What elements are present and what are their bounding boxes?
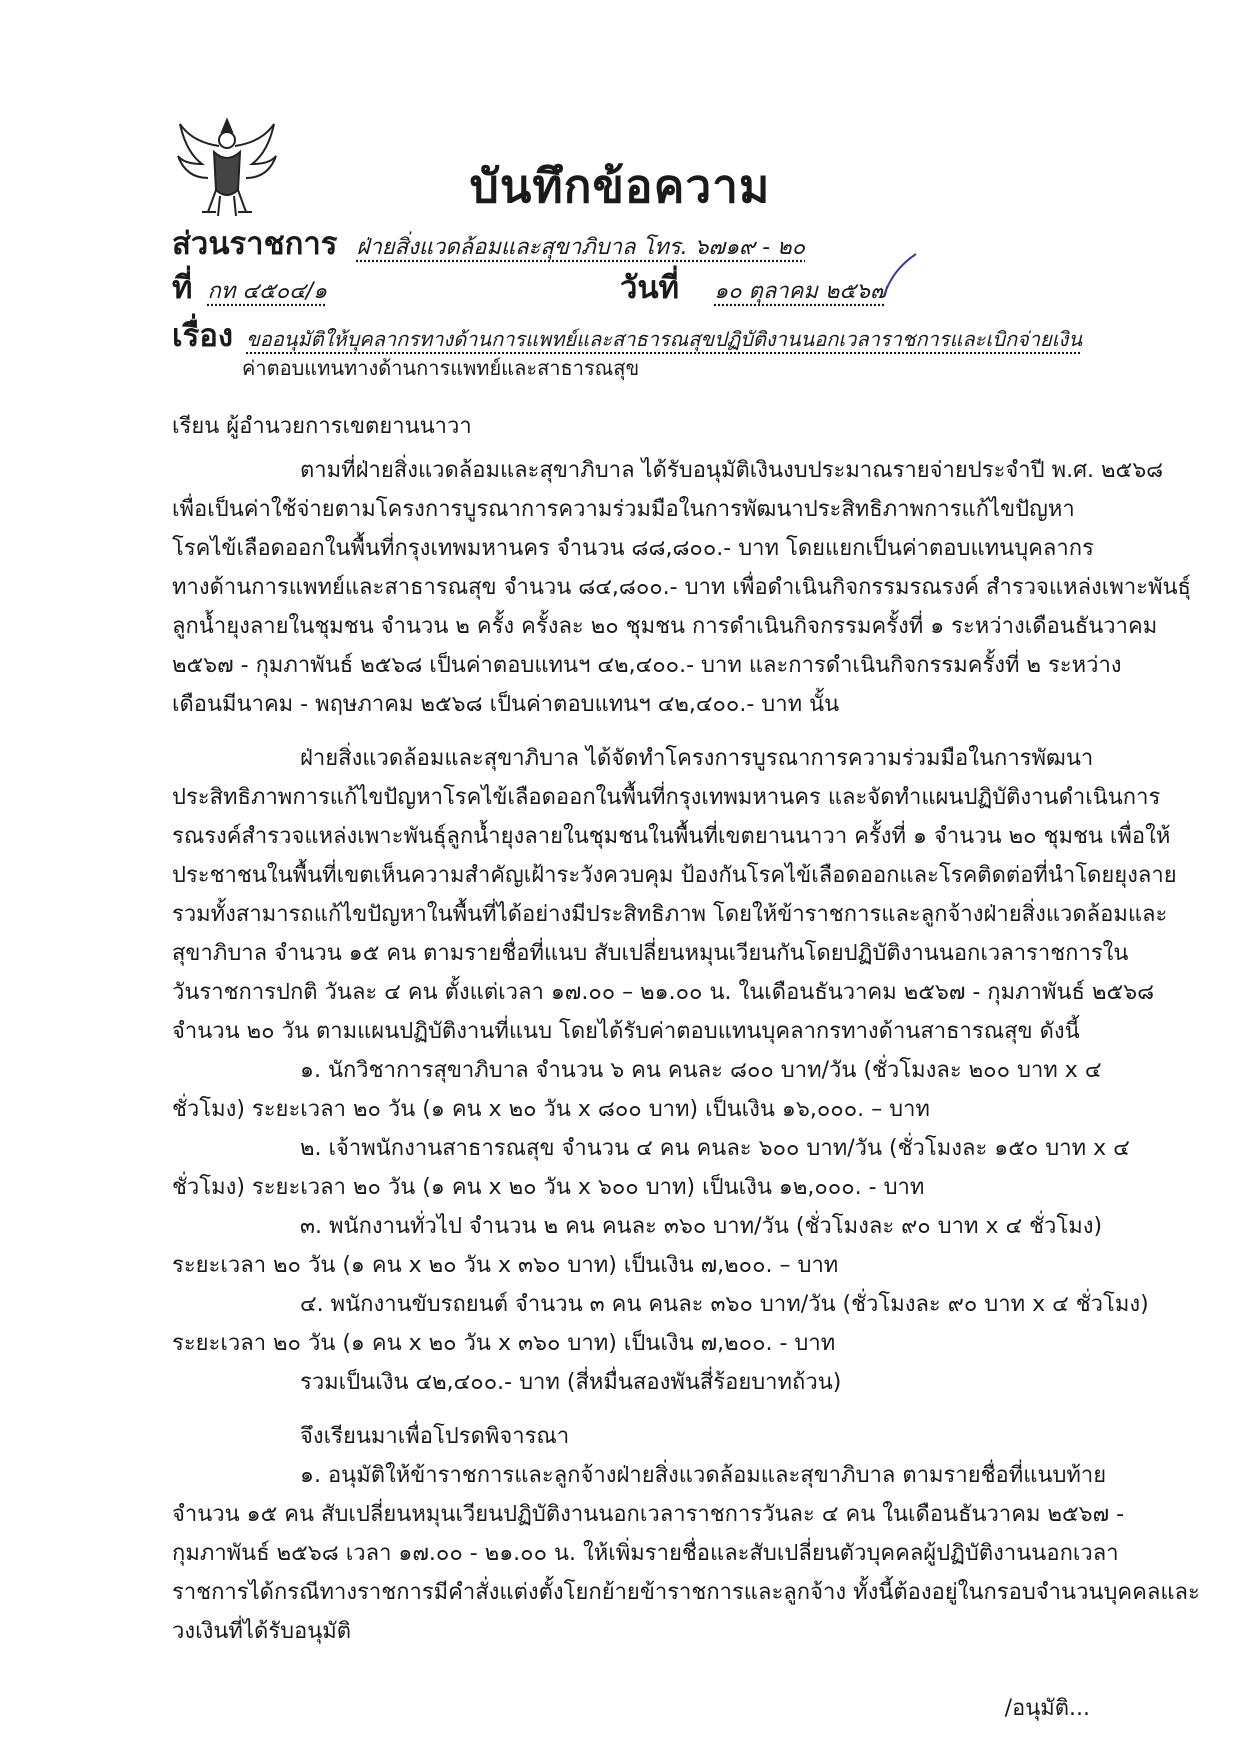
request-line: ราชการได้กรณีทางราชการมีคำสั่งแต่งตั้งโยกย้ายข้าราชการและลูกจ้าง ทั้งนี้ต้องอยู่ในกรอบจำนวนบุคคลและ	[172, 1580, 1200, 1605]
ref-label: ที่	[172, 270, 193, 306]
request-line: จำนวน ๑๕ คน สับเปลี่ยนหมุนเวียนปฏิบัติงานนอกเวลาราชการวันละ ๔ คน ในเดือนธันวาคม ๒๕๖๗ -	[172, 1502, 1125, 1527]
pen-stroke-icon	[880, 250, 920, 300]
item-line: ชั่วโมง) ระยะเวลา ๒๐ วัน (๑ คน x ๒๐ วัน x ๘๐๐ บาท) เป็นเงิน ๑๖,๐๐๐. – บาท	[172, 1097, 930, 1122]
subject-line-2: ค่าตอบแทนทางด้านการแพทย์และสาธารณสุข	[242, 356, 640, 380]
item-line: ชั่วโมง) ระยะเวลา ๒๐ วัน (๑ คน x ๒๐ วัน x ๖๐๐ บาท) เป็นเงิน ๑๒,๐๐๐. - บาท	[172, 1175, 925, 1200]
date-row	[620, 262, 887, 312]
continued-marker: /อนุมัติ...	[1004, 1696, 1090, 1721]
p1-line: ทางด้านการแพทย์และสาธารณสุข จำนวน ๘๔,๘๐๐.- บาท เพื่อดำเนินกิจกรรมรณรงค์ สำรวจแหล่งเพาะพันธุ์	[172, 575, 1191, 600]
request-line: กุมภาพันธ์ ๒๕๖๘ เวลา ๑๗.๐๐ - ๒๑.๐๐ น. ให้เพิ่มรายชื่อและสับเปลี่ยนตัวบุคคลผู้ปฏิบัติงานนอกเวลา	[172, 1541, 1119, 1566]
p1-line: ตามที่ฝ่ายสิ่งแวดล้อมและสุขาภิบาล ได้รับอนุมัติเงินงบประมาณรายจ่ายประจำปี พ.ศ. ๒๕๖๘	[300, 458, 1164, 483]
request-line: วงเงินที่ได้รับอนุมัติ	[172, 1619, 352, 1644]
total-line: รวมเป็นเงิน ๔๒,๔๐๐.- บาท (สี่หมื่นสองพันสี่ร้อยบาทถ้วน)	[300, 1370, 842, 1395]
p2-line: ประสิทธิภาพการแก้ไขปัญหาโรคไข้เลือดออกในพื้นที่กรุงเทพมหานคร และจัดทำแผนปฏิบัติงานดำเนินการ	[172, 785, 1161, 810]
ref-row	[172, 262, 327, 312]
item-line: ระยะเวลา ๒๐ วัน (๑ คน x ๒๐ วัน x ๓๖๐ บาท) เป็นเงิน ๗,๒๐๐. - บาท	[172, 1331, 836, 1356]
p2-line: รวมทั้งสามารถแก้ไขปัญหาในพื้นที่ได้อย่างมีประสิทธิภาพ โดยให้ข้าราชการและลูกจ้างฝ่ายสิ่งแวดล้อมและ	[172, 902, 1168, 927]
date-label: วันที่	[620, 270, 680, 306]
item-line: ระยะเวลา ๒๐ วัน (๑ คน x ๒๐ วัน x ๓๖๐ บาท) เป็นเงิน ๗,๒๐๐. – บาท	[172, 1253, 839, 1278]
agency-row	[172, 218, 805, 268]
request-line: ๑. อนุมัติให้ข้าราชการและลูกจ้างฝ่ายสิ่งแวดล้อมและสุขาภิบาล ตามรายชื่อที่แนบท้าย	[300, 1463, 1107, 1488]
p1-line: ลูกน้ำยุงลายในชุมชน จำนวน ๒ ครั้ง ครั้งละ ๒๐ ชุมชน การดำเนินกิจกรรมครั้งที่ ๑ ระหว่างเดือนธันวาคม	[172, 614, 1158, 639]
memo-title: บันทึกข้อความ	[469, 159, 771, 213]
ref-value: กท ๔๕๐๔/๑	[207, 279, 328, 304]
p2-line: วันราชการปกติ วันละ ๔ คน ตั้งแต่เวลา ๑๗.๐๐ – ๒๑.๐๐ น. ในเดือนธันวาคม ๒๕๖๗ - กุมภาพันธ์ ๒๕๖๘	[172, 980, 1155, 1005]
p2-line: สุขาภิบาล จำนวน ๑๕ คน ตามรายชื่อที่แนบ สับเปลี่ยนหมุนเวียนกันโดยปฏิบัติงานนอกเวลาราชการใน	[172, 941, 1129, 966]
agency-label: ส่วนราชการ	[172, 226, 338, 262]
p2-line: จำนวน ๒๐ วัน ตามแผนปฏิบัติงานที่แนบ โดยได้รับค่าตอบแทนบุคลากรทางด้านสาธารณสุข ดังนี้	[172, 1019, 1080, 1044]
request-intro: จึงเรียนมาเพื่อโปรดพิจารณา	[300, 1424, 570, 1449]
p1-line: เดือนมีนาคม - พฤษภาคม ๒๕๖๘ เป็นค่าตอบแทนฯ ๔๒,๔๐๐.- บาท นั้น	[172, 692, 840, 717]
item-line: ๔. พนักงานขับรถยนต์ จำนวน ๓ คน คนละ ๓๖๐ บาท/วัน (ชั่วโมงละ ๙๐ บาท x ๔ ชั่วโมง)	[300, 1292, 1149, 1317]
p1-line: เพื่อเป็นค่าใช้จ่ายตามโครงการบูรณาการความร่วมมือในการพัฒนาประสิทธิภาพการแก้ไขปัญหา	[172, 497, 1075, 522]
subject-label: เรื่อง	[172, 318, 234, 354]
agency-value: ฝ่ายสิ่งแวดล้อมและสุขาภิบาล โทร. ๖๗๑๙ - ๒๐	[356, 235, 806, 260]
subject-line-1: ขออนุมัติให้บุคลากรทางด้านการแพทย์และสาธารณสุขปฏิบัติงานนอกเวลาราชการและเบิกจ่ายเงิน	[246, 327, 1082, 351]
p1-line: ๒๕๖๗ - กุมภาพันธ์ ๒๕๖๘ เป็นค่าตอบแทนฯ ๔๒,๔๐๐.- บาท และการดำเนินกิจกรรมครั้งที่ ๒ ระหว่าง	[172, 653, 1122, 678]
p2-line: รณรงค์สำรวจแหล่งเพาะพันธุ์ลูกน้ำยุงลายในชุมชนในพื้นที่เขตยานนาวา ครั้งที่ ๑ จำนวน ๒๐ ชุมชน เพื่อให้	[172, 824, 1171, 849]
salutation: เรียน ผู้อำนวยการเขตยานนาวา	[172, 414, 472, 439]
item-line: ๓. พนักงานทั่วไป จำนวน ๒ คน คนละ ๓๖๐ บาท/วัน (ชั่วโมงละ ๙๐ บาท x ๔ ชั่วโมง)	[300, 1214, 1103, 1239]
p1-line: โรคไข้เลือดออกในพื้นที่กรุงเทพมหานคร จำนวน ๘๘,๘๐๐.- บาท โดยแยกเป็นค่าตอบแทนบุคลากร	[172, 536, 1094, 561]
item-line: ๒. เจ้าพนักงานสาธารณสุข จำนวน ๔ คน คนละ ๖๐๐ บาท/วัน (ชั่วโมงละ ๑๕๐ บาท x ๔	[300, 1136, 1130, 1161]
p2-line: ฝ่ายสิ่งแวดล้อมและสุขาภิบาล ได้จัดทำโครงการบูรณาการความร่วมมือในการพัฒนา	[300, 746, 1094, 771]
item-line: ๑. นักวิชาการสุขาภิบาล จำนวน ๖ คน คนละ ๘๐๐ บาท/วัน (ชั่วโมงละ ๒๐๐ บาท x ๔	[300, 1058, 1102, 1083]
date-value: ๑๐ ตุลาคม ๒๕๖๗	[714, 279, 887, 304]
p2-line: ประชาชนในพื้นที่เขตเห็นความสำคัญเฝ้าระวังควบคุม ป้องกันโรคไข้เลือดออกและโรคติดต่อที่นำโดยยุงลาย	[172, 863, 1177, 888]
